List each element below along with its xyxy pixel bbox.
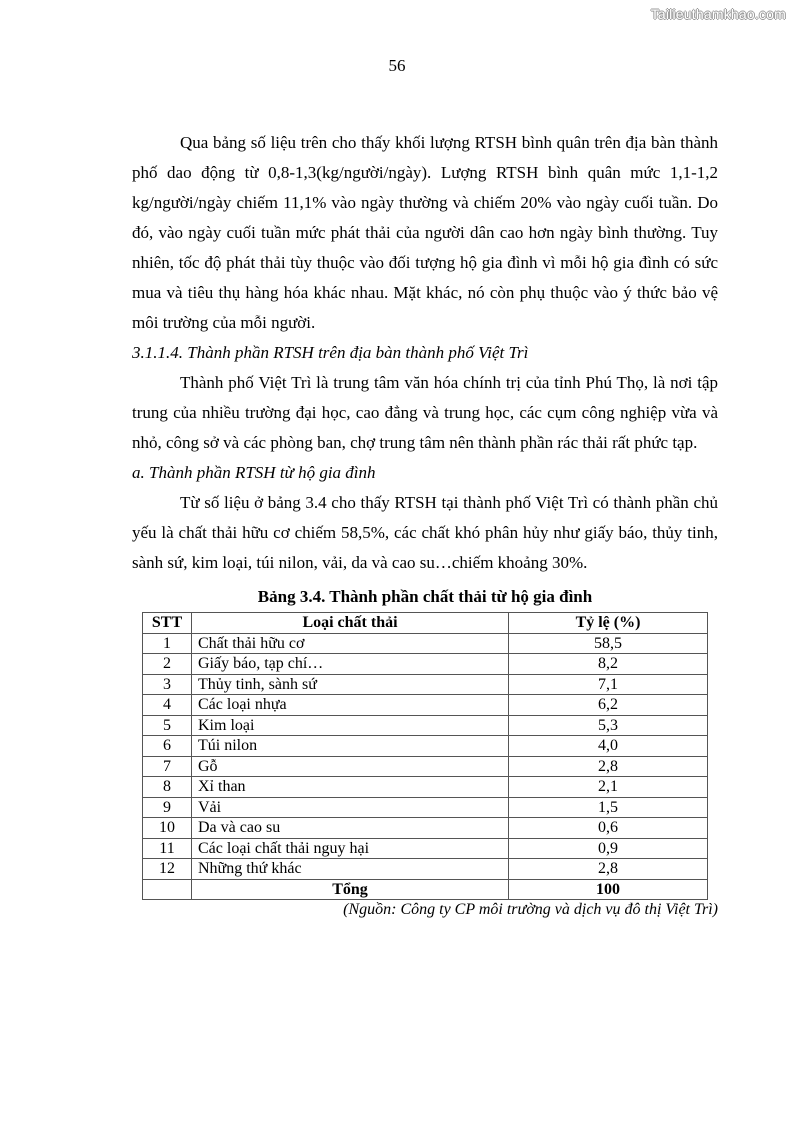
table-row: [143, 633, 708, 654]
table-row: [143, 797, 708, 818]
stt-cell: 8: [143, 777, 192, 798]
percentage-cell: 4,0: [509, 736, 708, 757]
stt-cell: 3: [143, 674, 192, 695]
total-label: Tổng: [192, 879, 509, 900]
stt-cell: 4: [143, 695, 192, 716]
percentage-cell: 5,3: [509, 715, 708, 736]
percentage-cell: 7,1: [509, 674, 708, 695]
waste-type-cell: Những thứ khác: [192, 859, 509, 880]
stt-cell: 1: [143, 633, 192, 654]
page-number: 56: [388, 56, 406, 75]
percentage-cell: 0,6: [509, 818, 708, 839]
section-heading-composition: 3.1.1.4. Thành phần RTSH trên địa bàn thành phố Việt Trì: [132, 343, 529, 362]
total-value: 100: [509, 879, 708, 900]
waste-type-cell: Các loại nhựa: [192, 695, 509, 716]
table-row: [143, 777, 708, 798]
paragraph-waste-per-capita: Qua bảng số liệu trên cho thấy khối lượng RTSH bình quân trên địa bàn thành phố dao động từ 0,8-1,3(kg/người/ngày). Lượng RTSH bình quân mức 1,1-1,2 kg/người/ngày chiếm 11,1% vào ngày thường và chiếm 20% vào ngày cuối tuần. Do đó, vào ngày cuối tuần mức phát thải của người dân cao hơn ngày bình thường. Tuy nhiên, tốc độ phát thải tùy thuộc vào đối tượng hộ gia đình vì mỗi hộ gia đình có sức mua và tiêu thụ hàng hóa khác nhau. Mặt khác, nó còn phụ thuộc vào ý thức bảo vệ môi trường của mỗi người.: [132, 133, 718, 332]
paragraph-viet-tri-overview: Thành phố Việt Trì là trung tâm văn hóa chính trị của tỉnh Phú Thọ, là nơi tập trung của nhiều trường đại học, cao đẳng và trung học, các cụm công nghiệp vừa và nhỏ, công sở và các phòng ban, chợ trung tâm nên thành phần rác thải rất phức tạp.: [132, 373, 718, 452]
header-stt: STT: [143, 613, 192, 634]
header-percentage: Tỷ lệ (%): [509, 613, 708, 634]
percentage-cell: 58,5: [509, 633, 708, 654]
table-row: [143, 859, 708, 880]
table-title: Bảng 3.4. Thành phần chất thải từ hộ gia đình: [257, 587, 593, 606]
document-body: [132, 128, 718, 920]
percentage-cell: 6,2: [509, 695, 708, 716]
stt-cell: 12: [143, 859, 192, 880]
table-row: [143, 654, 708, 675]
total-empty-cell: [143, 879, 192, 900]
table-total-row: [143, 879, 708, 900]
stt-cell: 9: [143, 797, 192, 818]
percentage-cell: 2,1: [509, 777, 708, 798]
stt-cell: 11: [143, 838, 192, 859]
percentage-cell: 2,8: [509, 756, 708, 777]
waste-type-cell: Kim loại: [192, 715, 509, 736]
subsection-heading-household: a. Thành phần RTSH từ hộ gia đình: [132, 463, 376, 482]
stt-cell: 10: [143, 818, 192, 839]
table-body: [143, 633, 708, 879]
stt-cell: 7: [143, 756, 192, 777]
table-row: [143, 838, 708, 859]
waste-type-cell: Túi nilon: [192, 736, 509, 757]
table-row: [143, 736, 708, 757]
table-row: [143, 818, 708, 839]
waste-type-cell: Chất thải hữu cơ: [192, 633, 509, 654]
stt-cell: 5: [143, 715, 192, 736]
waste-composition-table: [142, 612, 708, 900]
table-row: [143, 756, 708, 777]
waste-type-cell: Da và cao su: [192, 818, 509, 839]
waste-type-cell: Vải: [192, 797, 509, 818]
waste-type-cell: Xỉ than: [192, 777, 509, 798]
percentage-cell: 0,9: [509, 838, 708, 859]
percentage-cell: 1,5: [509, 797, 708, 818]
watermark: Tailieuthamkhao.com: [650, 6, 786, 22]
table-row: [143, 715, 708, 736]
stt-cell: 6: [143, 736, 192, 757]
header-waste-type: Loại chất thải: [192, 613, 509, 634]
waste-type-cell: Các loại chất thải nguy hại: [192, 838, 509, 859]
table-header-row: [143, 613, 708, 634]
table-source: (Nguồn: Công ty CP môi trường và dịch vụ đô thị Việt Trì): [343, 901, 718, 918]
waste-type-cell: Giấy báo, tạp chí…: [192, 654, 509, 675]
percentage-cell: 8,2: [509, 654, 708, 675]
stt-cell: 2: [143, 654, 192, 675]
table-row: [143, 695, 708, 716]
percentage-cell: 2,8: [509, 859, 708, 880]
paragraph-household-composition: Từ số liệu ở bảng 3.4 cho thấy RTSH tại thành phố Việt Trì có thành phần chủ yếu là chất thải hữu cơ chiếm 58,5%, các chất khó phân hủy như giấy báo, thủy tinh, sành sứ, kim loại, túi nilon, vải, da và cao su…chiếm khoảng 30%.: [132, 493, 718, 572]
table-row: [143, 674, 708, 695]
waste-type-cell: Thủy tinh, sành sứ: [192, 674, 509, 695]
waste-type-cell: Gỗ: [192, 756, 509, 777]
